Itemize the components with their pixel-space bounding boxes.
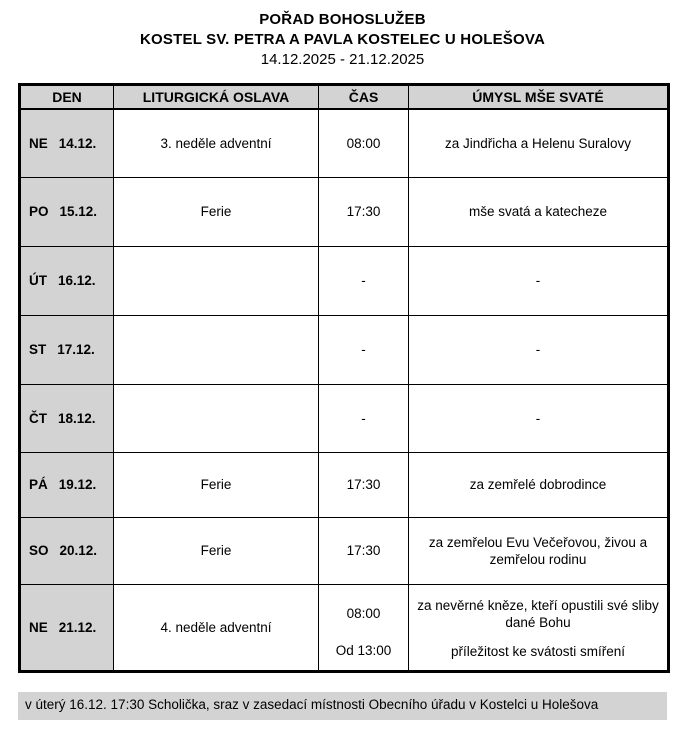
day-cell [20,584,114,671]
celebration-cell: Ferie [114,177,319,246]
table-row [20,109,669,177]
day-abbr: ČT [29,410,47,426]
intention-afternoon: příležitost ke svátosti smíření [450,643,626,659]
celebration-cell [114,315,319,384]
table-row [20,384,669,452]
time-cell: - [319,246,409,315]
day-cell [20,517,114,584]
time-cell [319,584,409,671]
church-name: KOSTEL SV. PETRA A PAVLA KOSTELEC U HOLEŠOVA [140,31,545,48]
intention-cell: za zemřelé dobrodince [409,452,669,517]
table-header-row [20,85,669,110]
table-row [20,517,669,584]
time-morning: 08:00 [346,606,381,621]
time-cell: 08:00 [319,109,409,177]
day-date: 15.12. [59,204,98,219]
column-header-liturgicka-oslava: LITURGICKÁ OSLAVA [114,85,319,110]
day-abbr: NE [29,135,48,151]
celebration-cell: 3. neděle adventní [114,109,319,177]
intention-cell: - [409,384,669,452]
time-cell: 17:30 [319,517,409,584]
table-row [20,177,669,246]
intention-cell: za zemřelou Evu Večeřovou, živou a zemřelou rodinu [409,517,669,584]
time-cell: - [319,384,409,452]
mass-schedule-table [18,83,670,673]
day-abbr: NE [29,619,48,635]
intention-cell: mše svatá a katecheze [409,177,669,246]
day-date: 20.12. [59,543,98,558]
day-abbr: PO [29,204,49,219]
time-cell: 17:30 [319,177,409,246]
day-date: 14.12. [58,135,97,151]
intention-cell: - [409,315,669,384]
day-date: 17.12. [57,342,95,357]
intention-cell [409,584,669,671]
day-cell [20,109,114,177]
day-cell [20,177,114,246]
day-date: 19.12. [58,477,97,492]
page-title: POŘAD BOHOSLUŽEB [259,11,426,28]
intention-cell: za Jindřicha a Helenu Suralovy [409,109,669,177]
day-date: 18.12. [58,410,96,426]
day-abbr: PÁ [29,477,48,492]
day-date: 21.12. [58,619,97,635]
intention-morning: za nevěrné kněze, kteří opustili své sliby dané Bohu [417,597,659,630]
table-row [20,315,669,384]
celebration-cell: Ferie [114,517,319,584]
day-cell [20,246,114,315]
table-row [20,584,669,671]
column-header-umysl: ÚMYSL MŠE SVATÉ [409,85,669,110]
date-range: 14.12.2025 - 21.12.2025 [260,51,425,68]
table-row [20,452,669,517]
day-abbr: ÚT [29,273,47,288]
column-header-den: DEN [20,85,114,110]
intention-cell: - [409,246,669,315]
celebration-cell [114,384,319,452]
column-header-cas: ČAS [319,85,409,110]
day-abbr: ST [29,342,47,357]
day-cell [20,452,114,517]
day-date: 16.12. [58,273,96,288]
time-afternoon: Od 13:00 [335,642,392,658]
document-header [18,10,667,70]
table-row [20,246,669,315]
celebration-cell: Ferie [114,452,319,517]
celebration-cell: 4. neděle adventní [114,584,319,671]
time-cell: 17:30 [319,452,409,517]
footer-note: v úterý 16.12. 17:30 Scholička, sraz v zasedací místnosti Obecního úřadu v Kostelci u Holešova [18,692,667,720]
celebration-cell [114,246,319,315]
day-cell [20,315,114,384]
day-cell [20,384,114,452]
time-cell: - [319,315,409,384]
day-abbr: SO [29,543,49,558]
